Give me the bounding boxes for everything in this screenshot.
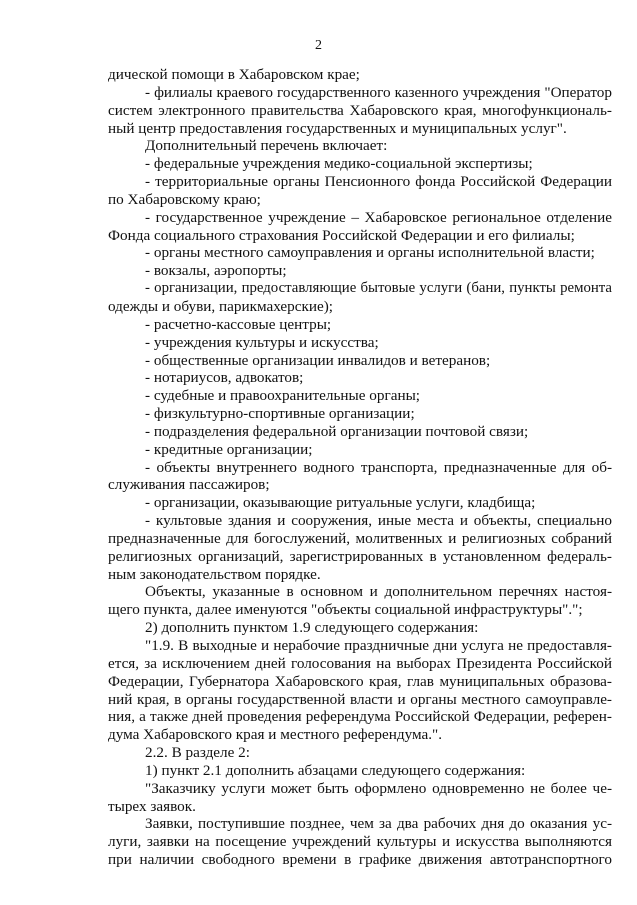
text-line: - кредитные организации;: [145, 440, 313, 458]
text-line: - нотариусов, адвокатов;: [145, 369, 304, 387]
text-line: Объекты, указанные в основном и дополнительном перечнях настоя-: [145, 583, 612, 601]
text-line: одежды и обуви, парикмахерские);: [108, 297, 334, 315]
text-line: при наличии свободного времени в графике движения автотранспортного: [108, 851, 612, 869]
text-line: - объекты внутреннего водного транспорта, предназначенные для об-: [145, 458, 612, 476]
text-line: ный центр предоставления государственных и муниципальных услуг".: [108, 119, 567, 137]
text-line: щего пункта, далее именуются "объекты социальной инфраструктуры".";: [108, 601, 583, 619]
text-line: - общественные организации инвалидов и ветеранов;: [145, 351, 491, 369]
text-line: тырех заявок.: [108, 797, 196, 815]
text-line: 2) дополнить пунктом 1.9 следующего содержания:: [145, 619, 479, 637]
text-line: - территориальные органы Пенсионного фонда Российской Федерации: [145, 173, 612, 191]
text-line: - государственное учреждение – Хабаровское региональное отделение: [145, 208, 612, 226]
text-line: Федерации, Губернатора Хабаровского края, глав муниципальных образова-: [108, 672, 612, 690]
text-line: - культовые здания и сооружения, иные места и объекты, специально: [145, 512, 612, 530]
text-line: - федеральные учреждения медико-социальной экспертизы;: [145, 155, 533, 173]
text-line: - организации, оказывающие ритуальные услуги, кладбища;: [145, 494, 536, 512]
text-line: Заявки, поступившие позднее, чем за два рабочих дня до оказания ус-: [145, 815, 612, 833]
text-line: предназначенные для богослужений, молитвенных и религиозных собраний: [108, 529, 612, 547]
text-line: религиозных организаций, зарегистрированных в установленном федераль-: [108, 547, 612, 565]
text-line: - организации, предоставляющие бытовые услуги (бани, пункты ремонта: [145, 280, 612, 297]
text-line: 1) пункт 2.1 дополнить абзацами следующего содержания:: [145, 761, 526, 779]
document-body: [108, 66, 612, 869]
text-line: ным законодательством порядке.: [108, 565, 321, 583]
text-line: "Заказчику услуги может быть оформлено одновременно не более че-: [145, 779, 612, 797]
text-line: служивания пассажиров;: [108, 476, 270, 494]
text-line: - учреждения культуры и искусства;: [145, 333, 379, 351]
text-line: ется, за исключением дней голосования на выборах Президента Российской: [108, 654, 612, 672]
text-line: дума Хабаровского края и местного референдума.".: [108, 726, 443, 744]
text-line: - физкультурно-спортивные организации;: [145, 405, 415, 423]
page-number: 2: [315, 38, 322, 53]
text-line: - расчетно-кассовые центры;: [145, 315, 332, 333]
text-line: систем электронного правительства Хабаровского края, многофункциональ-: [108, 101, 612, 119]
text-line: Фонда социального страхования Российской Федерации и его филиалы;: [108, 226, 575, 244]
text-line: луги, заявки на посещение учреждений культуры и искусства выполняются: [108, 833, 612, 851]
text-line: - вокзалы, аэропорты;: [145, 262, 287, 280]
text-line: Дополнительный перечень включает:: [145, 137, 388, 155]
text-line: "1.9. В выходные и нерабочие праздничные дни услуга не предоставля-: [145, 637, 612, 654]
text-line: ний края, в органы государственной власти и органы местного самоуправле-: [108, 690, 612, 708]
text-line: дической помощи в Хабаровском крае;: [108, 66, 360, 83]
text-line: по Хабаровскому краю;: [108, 190, 261, 208]
text-line: - филиалы краевого государственного казенного учреждения "Оператор: [145, 83, 612, 101]
text-line: - органы местного самоуправления и органы исполнительной власти;: [145, 244, 595, 262]
text-line: ния, а также дней проведения референдума Российской Федерации, референ-: [108, 708, 612, 726]
text-line: - судебные и правоохранительные органы;: [145, 387, 421, 405]
text-line: 2.2. В разделе 2:: [145, 744, 250, 762]
text-line: - подразделения федеральной организации почтовой связи;: [145, 422, 529, 440]
